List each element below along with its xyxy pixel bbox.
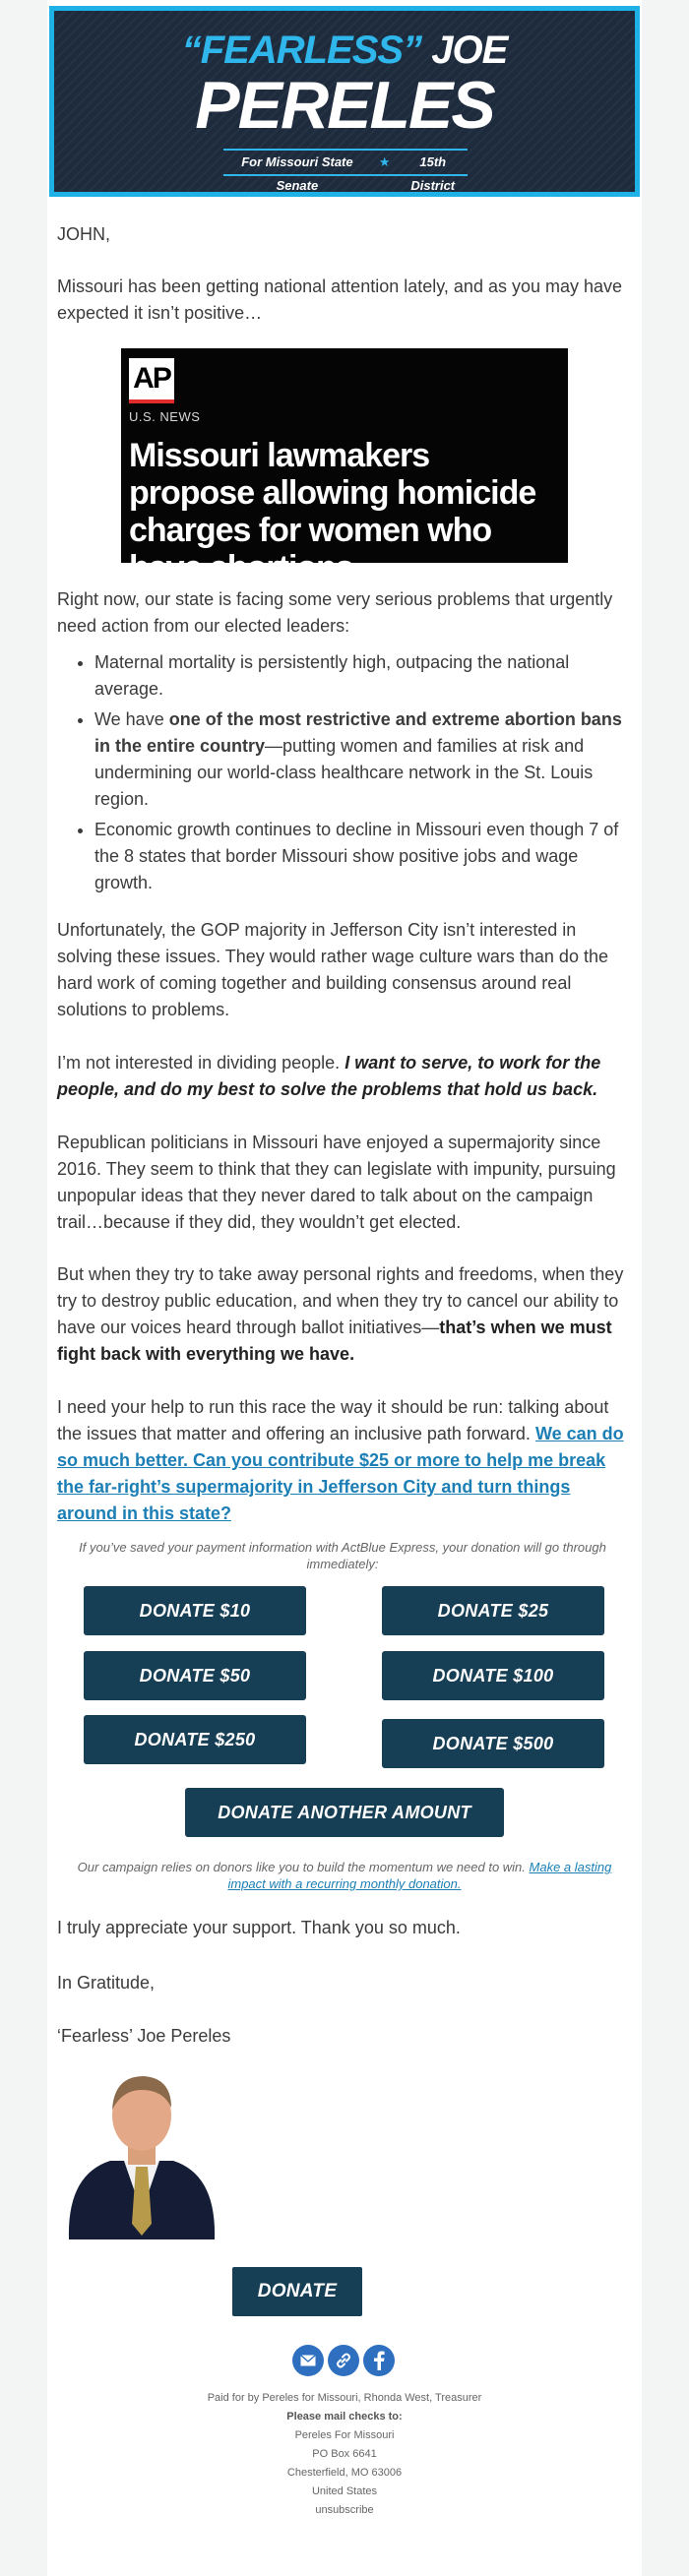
mail-checks-heading: Please mail checks to: [286,2411,403,2423]
campaign-header [49,6,640,197]
donate-100-button[interactable]: DONATE $100 [382,1651,604,1700]
candidate-portrait [65,2064,219,2239]
mail-address-line: Pereles For Missouri [294,2429,395,2441]
donate-10-button[interactable]: DONATE $10 [84,1586,306,1635]
bold-text: that’s when we must fight back with everything we have. [57,1318,612,1364]
problems-paragraph: Right now, our state is facing some very serious problems that urgently need action from our elected leaders: [57,589,613,636]
envelope-icon [300,2355,316,2366]
donate-25-button[interactable]: DONATE $25 [382,1586,604,1635]
closing: In Gratitude, [57,1973,156,1993]
recurring-donation-link[interactable]: Make a lasting impact with a recurring monthly donation. [227,1860,612,1891]
donate-250-button[interactable]: DONATE $250 [84,1715,306,1764]
thanks-paragraph: I truly appreciate your support. Thank you so much. [57,1918,461,1937]
mail-address-line: United States [311,2485,378,2497]
header-banner [54,11,635,192]
header-subtitle [223,149,468,193]
donate-50-button[interactable]: DONATE $50 [84,1651,306,1700]
link-icon [336,2353,351,2368]
list-item: • Maternal mortality is persistently high, outpacing the national average. [94,649,628,703]
donate-another-amount-button[interactable]: DONATE ANOTHER AMOUNT [185,1788,504,1837]
gop-paragraph: Unfortunately, the GOP majority in Jefferson City isn’t interested in solving these issues. They would rather wage culture wars than do the hard work of coming together and building consensus around real solutions to problems. [57,920,608,1019]
email-social-button[interactable] [292,2345,324,2376]
mail-address-line: PO Box 6641 [312,2448,377,2460]
header-name: PERELES [195,68,494,143]
actblue-note: If you’ve saved your payment information with ActBlue Express, your donation will go through immediately: [79,1540,606,1571]
star-icon: ★ [378,154,391,169]
signature: ‘Fearless’ Joe Pereles [57,2026,231,2046]
donate-button[interactable]: DONATE [232,2267,362,2316]
contribute-link[interactable]: We can do so much better. Can you contribute $25 or more to help me break the far-right’s supermajority in Jefferson City and turn things around in this state? [57,1424,624,1523]
facebook-icon [373,2351,385,2370]
website-social-button[interactable] [328,2345,359,2376]
header-title-line [54,29,635,72]
problems-list [57,649,628,900]
bold-text: one of the most restrictive and extreme abortion bans in the entire country [94,709,622,756]
greeting: JOHN, [57,224,110,244]
intro-paragraph: Missouri has been getting national attention lately, and as you may have expected it isn’t positive… [57,276,623,323]
help-paragraph: I need your help to run this race the way it should be run: talking about the issues that matter and offering an inclusive path forward. We can do so much better. Can you contribute $25 or more to help me break the far-right’s supermajority in Jefferson City and turn things around in this state? [57,1397,624,1523]
mail-address-line: Chesterfield, MO 63006 [286,2467,403,2479]
list-item: • Economic growth continues to decline in Missouri even though 7 of the 8 states that border Missouri show positive jobs and wage growth. [94,817,628,896]
emphasis-text: I want to serve, to work for the people, and do my best to solve the problems that hold us back. [57,1053,601,1099]
facebook-social-button[interactable] [363,2345,395,2376]
rights-paragraph: But when they try to take away personal rights and freedoms, when they try to destroy public education, and when they try to cancel our ability to have our voices heard through ballot initiatives—that’s when we must fight back with everything we have. [57,1264,624,1364]
header-district: 15th District [410,154,456,193]
list-item: • We have one of the most restrictive and extreme abortion bans in the entire country—putting women and families at risk and undermining our world-class healthcare network in the St. Louis region. [94,706,628,813]
ap-logo: AP [129,358,174,403]
news-section-label: U.S. NEWS [129,409,201,424]
republican-paragraph: Republican politicians in Missouri have enjoyed a supermajority since 2016. They seem to think that they can legislate with impunity, pursuing unpopular ideas that they never dared to talk about on the campaign trail…because if they did, they wouldn’t get elected. [57,1133,616,1232]
news-headline: Missouri lawmakers propose allowing homicide charges for women who have abortions [129,437,536,586]
divide-paragraph: I’m not interested in dividing people. I want to serve, to work for the people, and do my best to solve the problems that hold us back. [57,1053,601,1099]
paid-for-disclaimer: Paid for by Pereles for Missouri, Rhonda West, Treasurer [207,2392,482,2404]
header-office: For Missouri State Senate [241,154,353,193]
unsubscribe-link[interactable]: unsubscribe [315,2504,374,2516]
news-screenshot-image [121,348,568,586]
donate-500-button[interactable]: DONATE $500 [382,1719,604,1768]
recurring-note: Our campaign relies on donors like you to build the momentum we need to win. Make a lasting impact with a recurring monthly donation. [77,1860,612,1891]
header-fearless: “FEARLESS” [181,29,422,72]
email-body [47,0,642,2576]
header-joe: JOE [431,29,508,72]
